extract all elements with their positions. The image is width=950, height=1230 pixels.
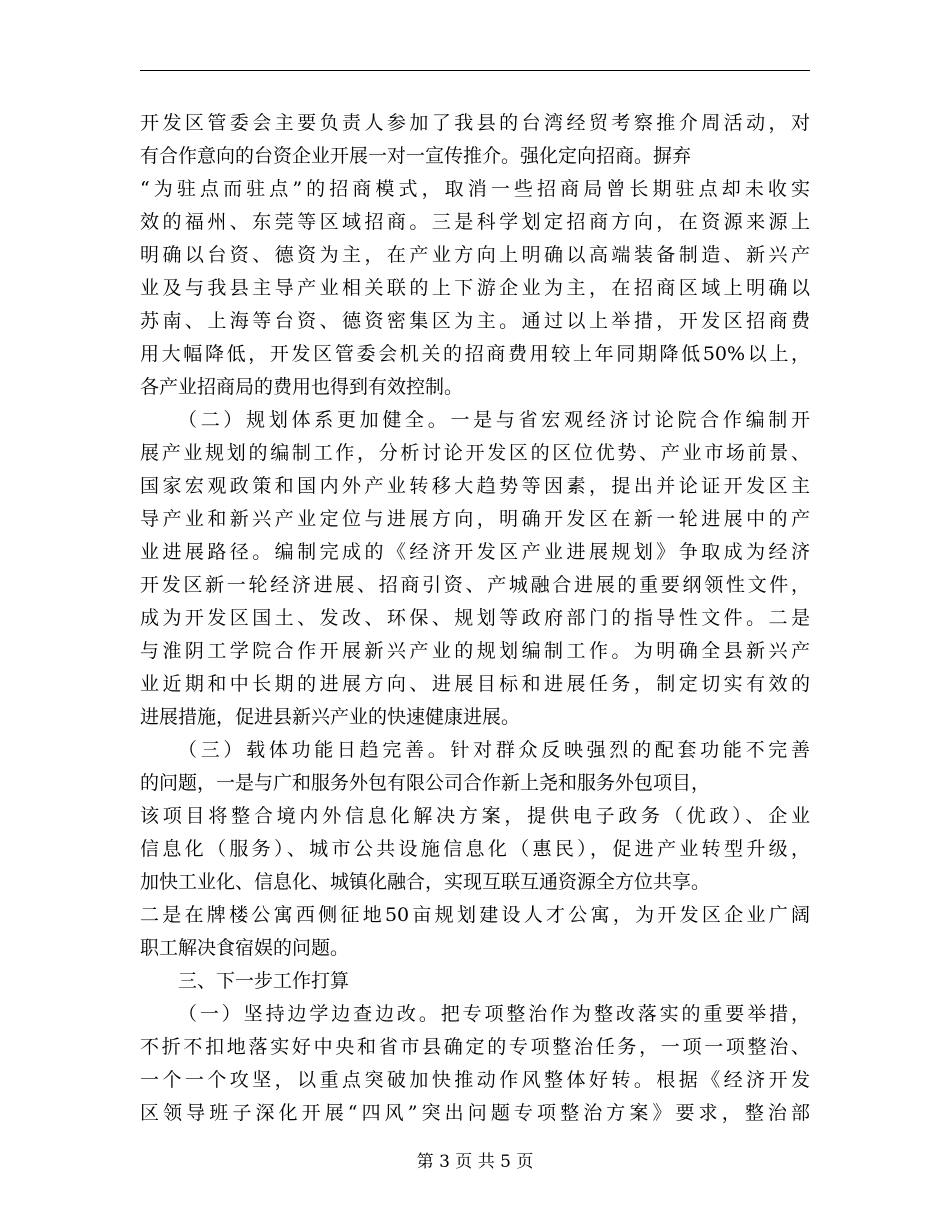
- text-line: 一个一个攻坚，以重点突破加快推动作风整体好转。根据《经济开发: [140, 1069, 810, 1091]
- text-line: 效的福州、东莞等区域招商。三是科学划定招商方向，在资源来源上: [140, 211, 810, 233]
- text-line: 国家宏观政策和国内外产业转移大趋势等因素，提出并论证开发区主: [140, 475, 810, 497]
- document-body: [140, 107, 810, 1130]
- header-rule: [140, 70, 810, 71]
- text-line: （三）载体功能日趋完善。针对群众反映强烈的配套功能不完善: [178, 739, 810, 761]
- text-line: 苏南、上海等台资、德资密集区为主。通过以上举措，开发区招商费: [140, 310, 810, 332]
- text-line: （一）坚持边学边查边改。把专项整治作为整改落实的重要举措，: [178, 1003, 810, 1025]
- text-line: 展产业规划的编制工作，分析讨论开发区的区位优势、产业市场前景、: [140, 442, 810, 464]
- text-line: 三、下一步工作打算: [178, 970, 350, 992]
- text-line: 开发区新一轮经济进展、招商引资、产城融合进展的重要纲领性文件，: [140, 574, 810, 596]
- text-line: 各产业招商局的费用也得到有效控制。: [140, 376, 464, 398]
- text-line: 开发区管委会主要负责人参加了我县的台湾经贸考察推介周活动，对: [140, 112, 810, 134]
- text-line: 业及与我县主导产业相关联的上下游企业为主，在招商区域上明确以: [140, 277, 810, 299]
- text-line: 有合作意向的台资企业开展一对一宣传推介。强化定向招商。摒弃: [140, 145, 692, 167]
- text-line: 的问题，一是与广和服务外包有限公司合作新上尧和服务外包项目，: [140, 772, 711, 794]
- text-line: 业进展路径。编制完成的《经济开发区产业进展规划》争取成为经济: [140, 541, 810, 563]
- text-line: 明确以台资、德资为主，在产业方向上明确以高端装备制造、新兴产: [140, 244, 810, 266]
- text-line: （二）规划体系更加健全。一是与省宏观经济讨论院合作编制开: [178, 409, 810, 431]
- text-line: 用大幅降低，开发区管委会机关的招商费用较上年同期降低50%以上，: [140, 343, 810, 365]
- page-number: 第 3 页 共 5 页: [416, 1152, 534, 1172]
- text-line: 职工解决食宿娱的问题。: [140, 937, 350, 959]
- text-line: 与淮阴工学院合作开展新兴产业的规划编制工作。为明确全县新兴产: [140, 640, 810, 662]
- text-line: “为驻点而驻点”的招商模式，取消一些招商局曾长期驻点却未收实: [140, 178, 810, 200]
- text-line: 加快工业化、信息化、城镇化融合，实现互联互通资源全方位共享。: [140, 871, 711, 893]
- text-line: 二是在牌楼公寓西侧征地50亩规划建设人才公寓，为开发区企业广阔: [140, 904, 810, 926]
- text-line: 成为开发区国土、发改、环保、规划等政府部门的指导性文件。二是: [140, 607, 810, 629]
- text-line: 区领导班子深化开展“四风”突出问题专项整治方案》要求，整治部: [140, 1102, 810, 1124]
- text-line: 不折不扣地落实好中央和省市县确定的专项整治任务，一项一项整治、: [140, 1036, 810, 1058]
- text-line: 业近期和中长期的进展方向、进展目标和进展任务，制定切实有效的: [140, 673, 810, 695]
- text-line: 该项目将整合境内外信息化解决方案，提供电子政务（优政）、企业: [140, 805, 810, 827]
- text-line: 导产业和新兴产业定位与进展方向，明确开发区在新一轮进展中的产: [140, 508, 810, 530]
- text-line: 信息化（服务）、城市公共设施信息化（惠民），促进产业转型升级，: [140, 838, 810, 860]
- text-line: 进展措施，促进县新兴产业的快速健康进展。: [140, 706, 521, 728]
